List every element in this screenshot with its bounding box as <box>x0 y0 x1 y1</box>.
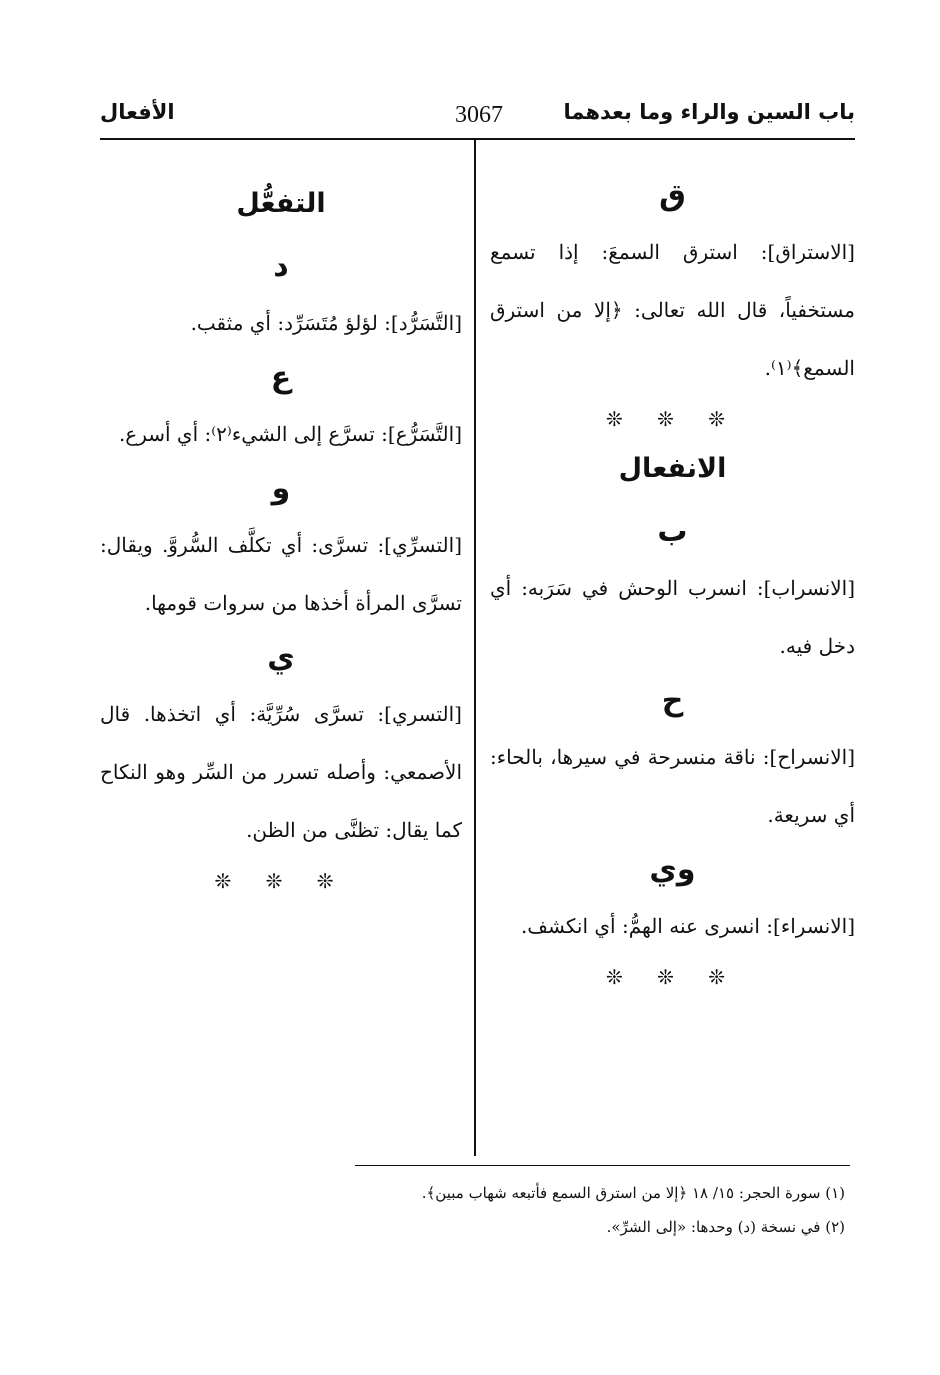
letter-heading-ba: ب <box>657 514 688 549</box>
footnote-1: (١) سورة الحجر: ١٥/ ١٨ ﴿إلا من استرق السمع فأتبعه شهاب مبين﴾. <box>421 1184 845 1202</box>
column-divider <box>474 140 476 1156</box>
chapter-title: باب السين والراء وما بعدهما <box>563 100 855 124</box>
section-separator: ❊ ❊ ❊ <box>606 965 739 989</box>
letter-heading-qaf: ق <box>659 178 686 213</box>
letter-heading-ayn: ع <box>270 360 292 395</box>
entry-tasarru: [التَّسَرُّع]: تسرَّع إلى الشيء⁽٢⁾: أي أسرع. <box>118 422 462 446</box>
header-rule <box>100 138 855 140</box>
left-column <box>100 170 462 915</box>
entry-tasarri-1: [التسرِّي]: تسرَّى: أي تكلَّف السُّروَّ. ويقال: تسرَّى المرأة أخذها من سروات قومها. <box>100 533 462 615</box>
entry-insirab: [الانسراب]: انسرب الوحش في سَرَبه: أي دخل فيه. <box>490 576 855 658</box>
entry-insira: [الانسراء]: انسرى عنه الهمُّ: أي انكشف. <box>520 914 855 938</box>
letter-heading-ha: ح <box>661 683 684 718</box>
entry-insirah: [الانسراح]: ناقة منسرحة في سيرها، بالحاء: أي سريعة. <box>490 745 855 827</box>
entry-tasarri-2: [التسري]: تسرَّى سُرِّيَّة: أي اتخذها. قال الأصمعي: وأصله تسرر من السِّر وهو النكاح كما يقال: تظنَّى من الظن. <box>100 702 462 842</box>
section-title-infial: الانفعال <box>618 453 727 484</box>
footnote-2: (٢) في نسخة (د) وحدها: «إلى الشرِّ». <box>606 1218 845 1236</box>
section-separator: ❊ ❊ ❊ <box>606 407 739 431</box>
section-separator: ❊ ❊ ❊ <box>214 869 348 893</box>
right-column <box>490 170 855 1011</box>
entry-istiraq: [الاستراق]: استرق السمعَ: إذا تسمع مستخفياً، قال الله تعالى: ﴿إلا من استرق السمع﴾⁽١⁾. <box>490 240 855 380</box>
letter-heading-wy: وي <box>649 852 696 887</box>
letter-heading-waw: و <box>271 471 291 506</box>
footnotes <box>285 1176 845 1244</box>
entry-tasarrud: [التَّسَرُّد]: لؤلؤ مُتَسَرِّد: أي مثقب. <box>190 311 462 335</box>
page-number: 3067 <box>455 102 503 128</box>
letter-heading-ya: ي <box>267 640 295 675</box>
letter-heading-dal: د <box>273 249 289 284</box>
section-title-tafaul: التفعُّل <box>236 188 326 219</box>
page-header <box>100 96 855 140</box>
section-running-title: الأفعال <box>100 100 175 124</box>
footnote-rule <box>355 1165 850 1166</box>
